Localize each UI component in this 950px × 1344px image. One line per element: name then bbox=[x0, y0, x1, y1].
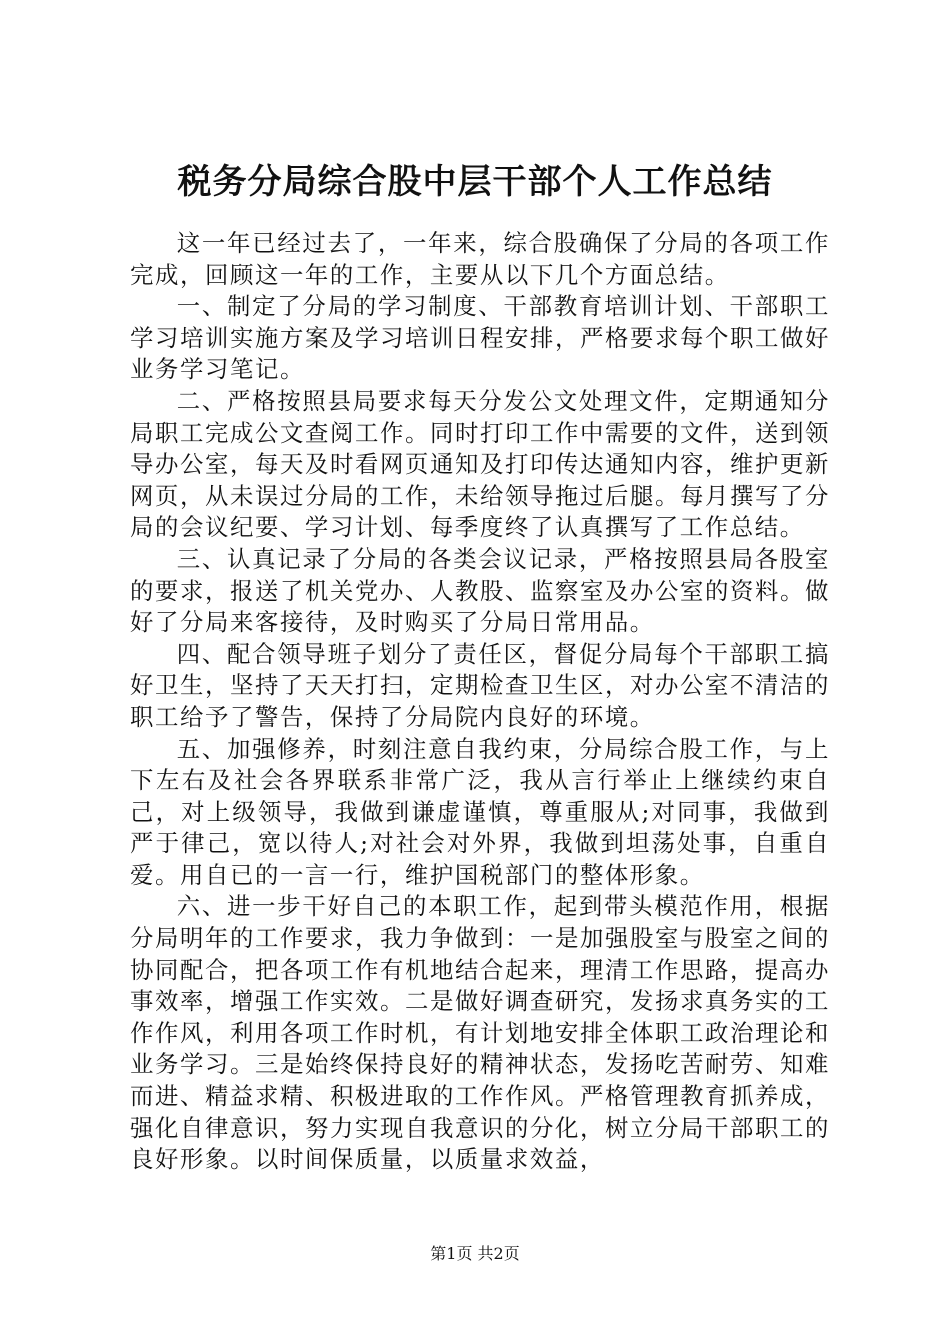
paragraph-section-3: 三、认真记录了分局的各类会议记录，严格按照县局各股室的要求，报送了机关党办、人教股、监察室及办公室的资料。做好了分局来客接待，及时购买了分局日常用品。 bbox=[130, 544, 830, 637]
page-number-footer: 第1页 共2页 bbox=[430, 1244, 520, 1263]
paragraph-section-1: 一、制定了分局的学习制度、干部教育培训计划、干部职工学习培训实施方案及学习培训日程安排，严格要求每个职工做好业务学习笔记。 bbox=[130, 292, 830, 384]
document-title: 税务分局综合股中层干部个人工作总结 bbox=[177, 162, 773, 202]
paragraph-section-4: 四、配合领导班子划分了责任区，督促分局每个干部职工搞好卫生，坚持了天天打扫，定期检查卫生区，对办公室不清洁的职工给予了警告，保持了分局院内良好的环境。 bbox=[130, 639, 830, 731]
paragraph-section-2: 二、严格按照县局要求每天分发公文处理文件，定期通知分局职工完成公文查阅工作。同时打印工作中需要的文件，送到领导办公室，每天及时看网页通知及打印传达通知内容，维护更新网页，从未误过分局的工作，未给领导拖过后腿。每月撰写了分局的会议纪要、学习计划、每季度终了认真撰写了工作总结。 bbox=[130, 386, 830, 542]
document-body bbox=[130, 228, 830, 1176]
paragraph-intro: 这一年已经过去了，一年来，综合股确保了分局的各项工作完成，回顾这一年的工作，主要从以下几个方面总结。 bbox=[130, 229, 830, 289]
paragraph-section-6: 六、进一步干好自己的本职工作，起到带头模范作用，根据分局明年的工作要求，我力争做到：一是加强股室与股室之间的协同配合，把各项工作有机地结合起来，理清工作思路，提高办事效率，增强工作实效。二是做好调查研究，发扬求真务实的工作作风，利用各项工作时机，有计划地安排全体职工政治理论和业务学习。三是始终保持良好的精神状态，发扬吃苦耐劳、知难而进、精益求精、积极进取的工作作风。严格管理教育抓养成，强化自律意识，努力实现自我意识的分化，树立分局干部职工的良好形象。以时间保质量，以质量求效益， bbox=[130, 892, 830, 1174]
paragraph-section-5: 五、加强修养，时刻注意自我约束，分局综合股工作，与上下左右及社会各界联系非常广泛，我从言行举止上继续约束自己，对上级领导，我做到谦虚谨慎，尊重服从;对同事，我做到严于律己，宽以待人;对社会对外界，我做到坦荡处事，自重自爱。用自已的一言一行，维护国税部门的整体形象。 bbox=[130, 734, 830, 889]
